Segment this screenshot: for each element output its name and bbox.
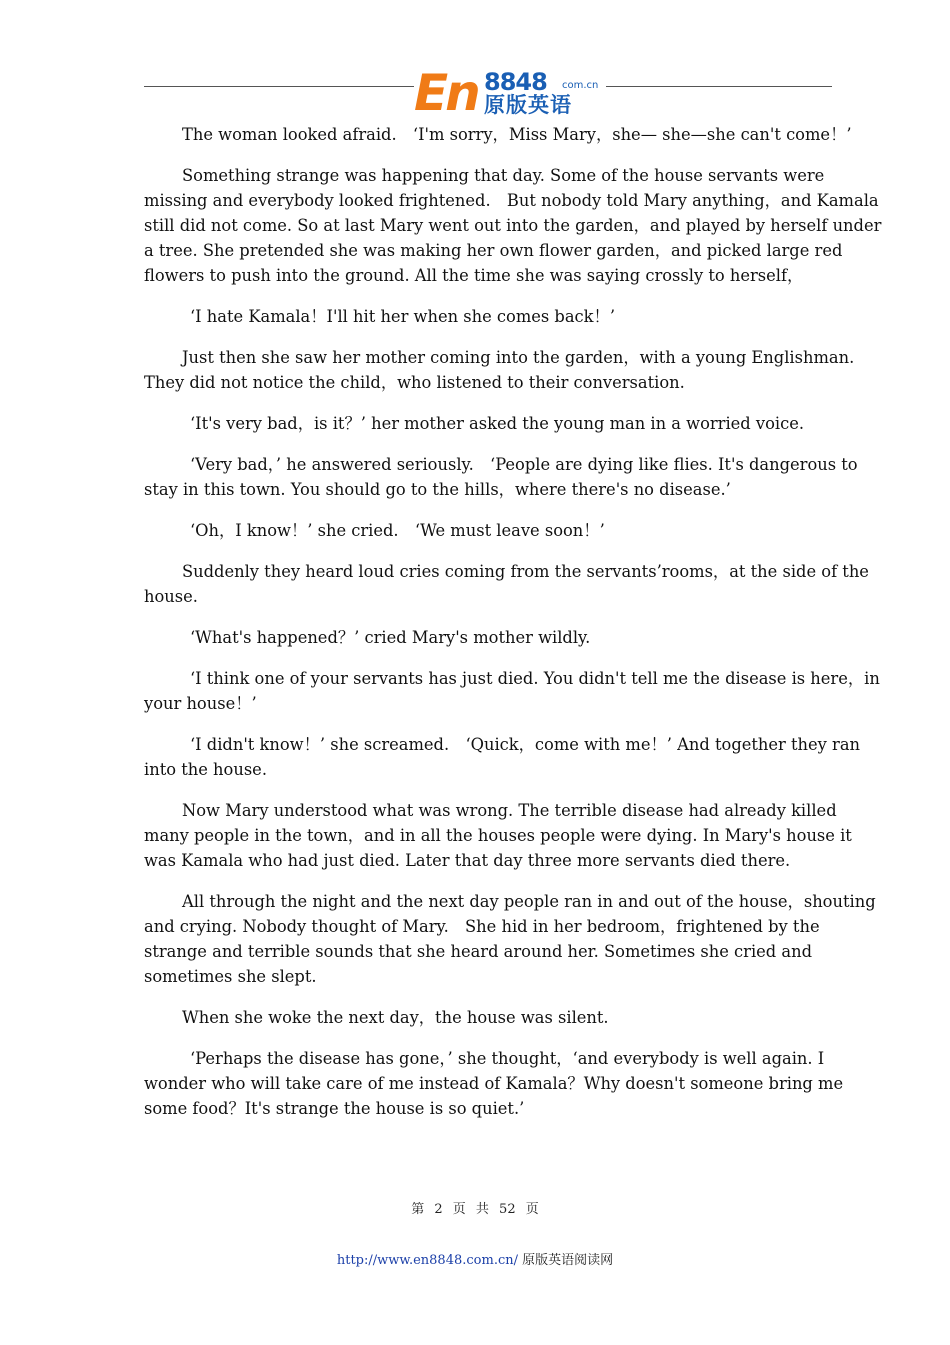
paragraph-10: ‘I think one of your servants has just died. You didn't tell me the disease is here，in your house！’ [144, 669, 880, 713]
paragraph-11: ‘I didn't know！’ she screamed. ‘Quick，come with me！’ And together they ran into the house. [144, 735, 861, 779]
paragraph-14: When she woke the next day，the house was silent. [182, 1008, 609, 1027]
paragraph-9: ‘What's happened？’ cried Mary's mother wildly. [190, 628, 591, 647]
site-logo[interactable] [414, 64, 606, 122]
logo-number: 8848 [484, 68, 547, 96]
paragraph-8: Suddenly they heard loud cries coming from the servants’rooms，at the side of the house. [144, 562, 869, 606]
logo-en: En [414, 64, 478, 122]
paragraph-4: Just then she saw her mother coming into the garden，with a young Englishman. They did not notice the child，who listened to their conversation. [144, 348, 855, 392]
header-rule-left [144, 86, 416, 87]
site-name: 原版英语阅读网 [522, 1253, 614, 1268]
paragraph-3: ‘I hate Kamala！I'll hit her when she comes back！’ [190, 307, 615, 326]
header-rule-right [604, 86, 832, 87]
paragraph-12: Now Mary understood what was wrong. The terrible disease had already killed many people in the town，and in all the houses people were dying. In Mary's house it was Kamala who had just died. Later that day three more servants died there. [144, 801, 852, 870]
logo-cn: 原版英语 [484, 93, 572, 117]
paragraph-2: Something strange was happening that day. Some of the house servants were missing and everybody looked frightened. But nobody told Mary anything，and Kamala still did not come. So at last Mary went out into the garden，and played by herself under a tree. She pretended she was making her own flower garden，and picked large red flowers to push into the ground. All the time she was saying crossly to herself， [144, 166, 882, 285]
footer-link-line [0, 1249, 950, 1268]
site-url-link[interactable]: http://www.en8848.com.cn/ [336, 1253, 518, 1268]
page-number: 第 2 页 共 52 页 [411, 1202, 539, 1217]
logo-domain: com.cn [562, 80, 599, 91]
story-text [144, 122, 882, 1137]
paragraph-6: ‘Very bad，’ he answered seriously. ‘People are dying like flies. It's dangerous to stay in this town. You should go to the hills，where there's no disease.’ [144, 455, 858, 499]
paragraph-5: ‘It's very bad，is it？’ her mother asked the young man in a worried voice. [190, 414, 805, 433]
paragraph-7: ‘Oh，I know！’ she cried. ‘We must leave soon！’ [190, 521, 605, 540]
paragraph-13: All through the night and the next day people ran in and out of the house，shouting and crying. Nobody thought of Mary. She hid in her bedroom，frightened by the strange and terrible sounds that she heard around her. Sometimes she cried and sometimes she slept. [144, 892, 876, 986]
paragraph-1: The woman looked afraid. ‘I'm sorry，Miss Mary，she— she—she can't come！’ [182, 125, 852, 144]
paragraph-15: ‘Perhaps the disease has gone，’ she thought，‘and everybody is well again. I wonder who will take care of me instead of Kamala？Why doesn't someone bring me some food？It's strange the house is so quiet.’ [144, 1049, 844, 1118]
